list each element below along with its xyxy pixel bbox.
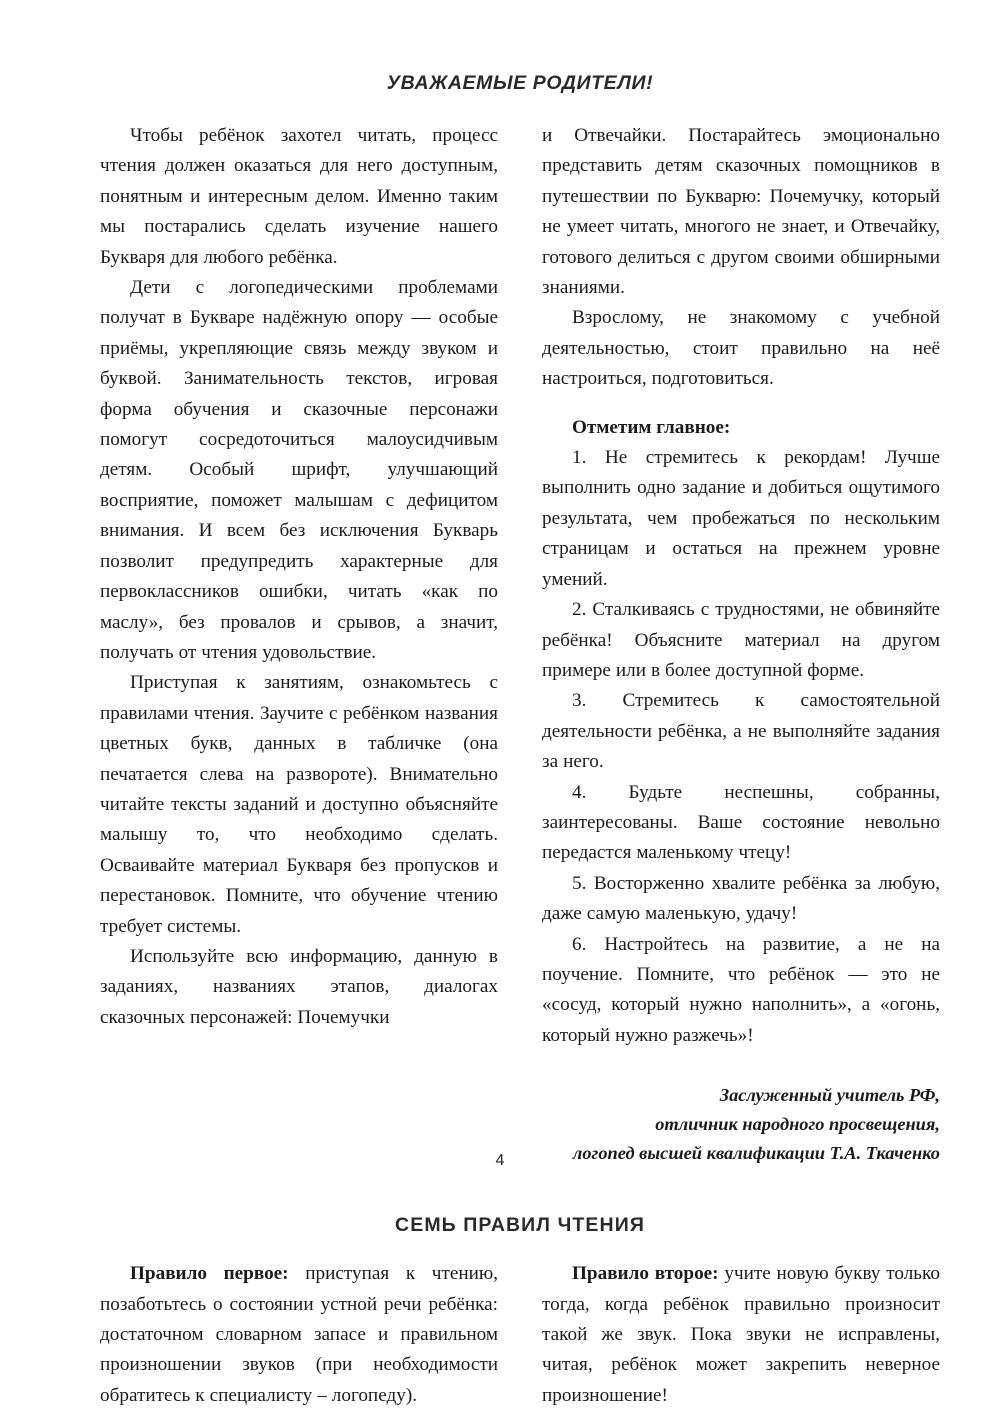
left-column bbox=[100, 121, 498, 1033]
section-two-column-layout bbox=[100, 1259, 940, 1411]
paragraph: Взрослому, не знакомому с учебной деятельностью, стоит правильно на неё настроиться, подготовиться. bbox=[542, 307, 940, 390]
rule-one-paragraph bbox=[100, 1259, 498, 1411]
paragraph: Чтобы ребёнок захотел читать, процесс чтения должен оказаться для него доступным, понятным и интересным делом. Именно таким мы постарались сделать изучение нашего Букваря для любого ребёнка. bbox=[100, 125, 498, 268]
rule-two-paragraph bbox=[542, 1259, 940, 1411]
rule-two-text: учите новую букву только тогда, когда ребёнок правильно произносит такой же звук. Пока звуки не исправлены, читая, ребёнок может закрепить неверное произношение! bbox=[542, 1263, 940, 1406]
signature-line: Заслуженный учитель РФ, bbox=[719, 1085, 940, 1106]
paragraph: Используйте всю информацию, данную в заданиях, названиях этапов, диалогах сказочных персонажей: Почемучки bbox=[100, 945, 498, 1028]
two-column-layout bbox=[100, 121, 940, 1168]
rule-two-column bbox=[542, 1259, 940, 1411]
paragraph: Дети с логопедическими проблемами получат в Букваре надёжную опору — особые приёмы, укрепляющие связь между звуком и буквой. Занимательность текстов, игровая форма обучения и сказочные персонажи помогут сосредоточиться малоусидчивым детям. Особый шрифт, улучшающий восприятие, поможет малышам с дефицитом внимания. И всем без исключения Букварь позволит предупредить характерные для первоклассников ошибки, читать «как по маслу», без провалов и срывов, а значит, получать от чтения удовольствие. bbox=[100, 277, 498, 663]
rule-two-lead: Правило второе: bbox=[572, 1263, 719, 1285]
paragraph: Приступая к занятиям, ознакомьтесь с правилами чтения. Заучите с ребёнком названия цветных букв, данных в табличке (она печатается слева на развороте). Внимательно читайте тексты заданий и доступно объясняйте малышу то, что необходимо сделать. Осваивайте материал Букваря без пропусков и перестановок. Помните, что обучение чтению требует системы. bbox=[100, 672, 498, 937]
rule-one-text: приступая к чтению, позаботьтесь о состоянии устной речи ребёнка: достаточном словарном запасе и правильном произношении звуков (при необходимости обратитесь к специалисту – логопеду). bbox=[100, 1263, 499, 1406]
rule-item: 3. Стремитесь к самостоятельной деятельности ребёнка, а не выполняйте задания за него. bbox=[542, 690, 940, 773]
paragraph: и Отвечайки. Постарайтесь эмоционально представить детям сказочных помощников в путешествии по Букварю: Почемучку, который не умеет читать, многого не знает, и Отвечайку, готового делиться с другом своими обширными знаниями. bbox=[542, 125, 940, 299]
rule-item: 6. Настройтесь на развитие, а не на поучение. Помните, что ребёнок — это не «сосуд, который нужно наполнить», а «огонь, который нужно разжечь»! bbox=[542, 933, 940, 1046]
page-number: 4 bbox=[495, 1152, 505, 1169]
section-title-seven-rules: СЕМЬ ПРАВИЛ ЧТЕНИЯ bbox=[395, 1214, 645, 1237]
rule-item: 1. Не стремитесь к рекордам! Лучше выполнить одно задание и добиться ощутимого результата, чем пробежаться по нескольким страницам и остаться на прежнем уровне умений. bbox=[542, 447, 940, 590]
subheading-main-points: Отметим главное: bbox=[572, 416, 731, 438]
page-title: УВАЖАЕМЫЕ РОДИТЕЛИ! bbox=[386, 72, 654, 94]
rule-one-lead: Правило первое: bbox=[130, 1263, 289, 1285]
right-column bbox=[542, 121, 940, 1168]
rule-item: 2. Сталкиваясь с трудностями, не обвиняйте ребёнка! Объясните материал на другом примере или в более доступной форме. bbox=[542, 599, 940, 681]
rule-one-column bbox=[100, 1259, 498, 1411]
page-content bbox=[100, 72, 940, 1411]
rule-item: 5. Восторженно хвалите ребёнка за любую, даже самую маленькую, удачу! bbox=[542, 872, 940, 925]
signature-line: отличник народного просвещения, bbox=[655, 1114, 940, 1135]
rule-item: 4. Будьте неспешны, собранны, заинтересованы. Ваше состояние невольно передастся маленькому чтецу! bbox=[542, 781, 940, 864]
signature-line: логопед высшей квалификации Т.А. Ткаченко bbox=[572, 1143, 940, 1164]
